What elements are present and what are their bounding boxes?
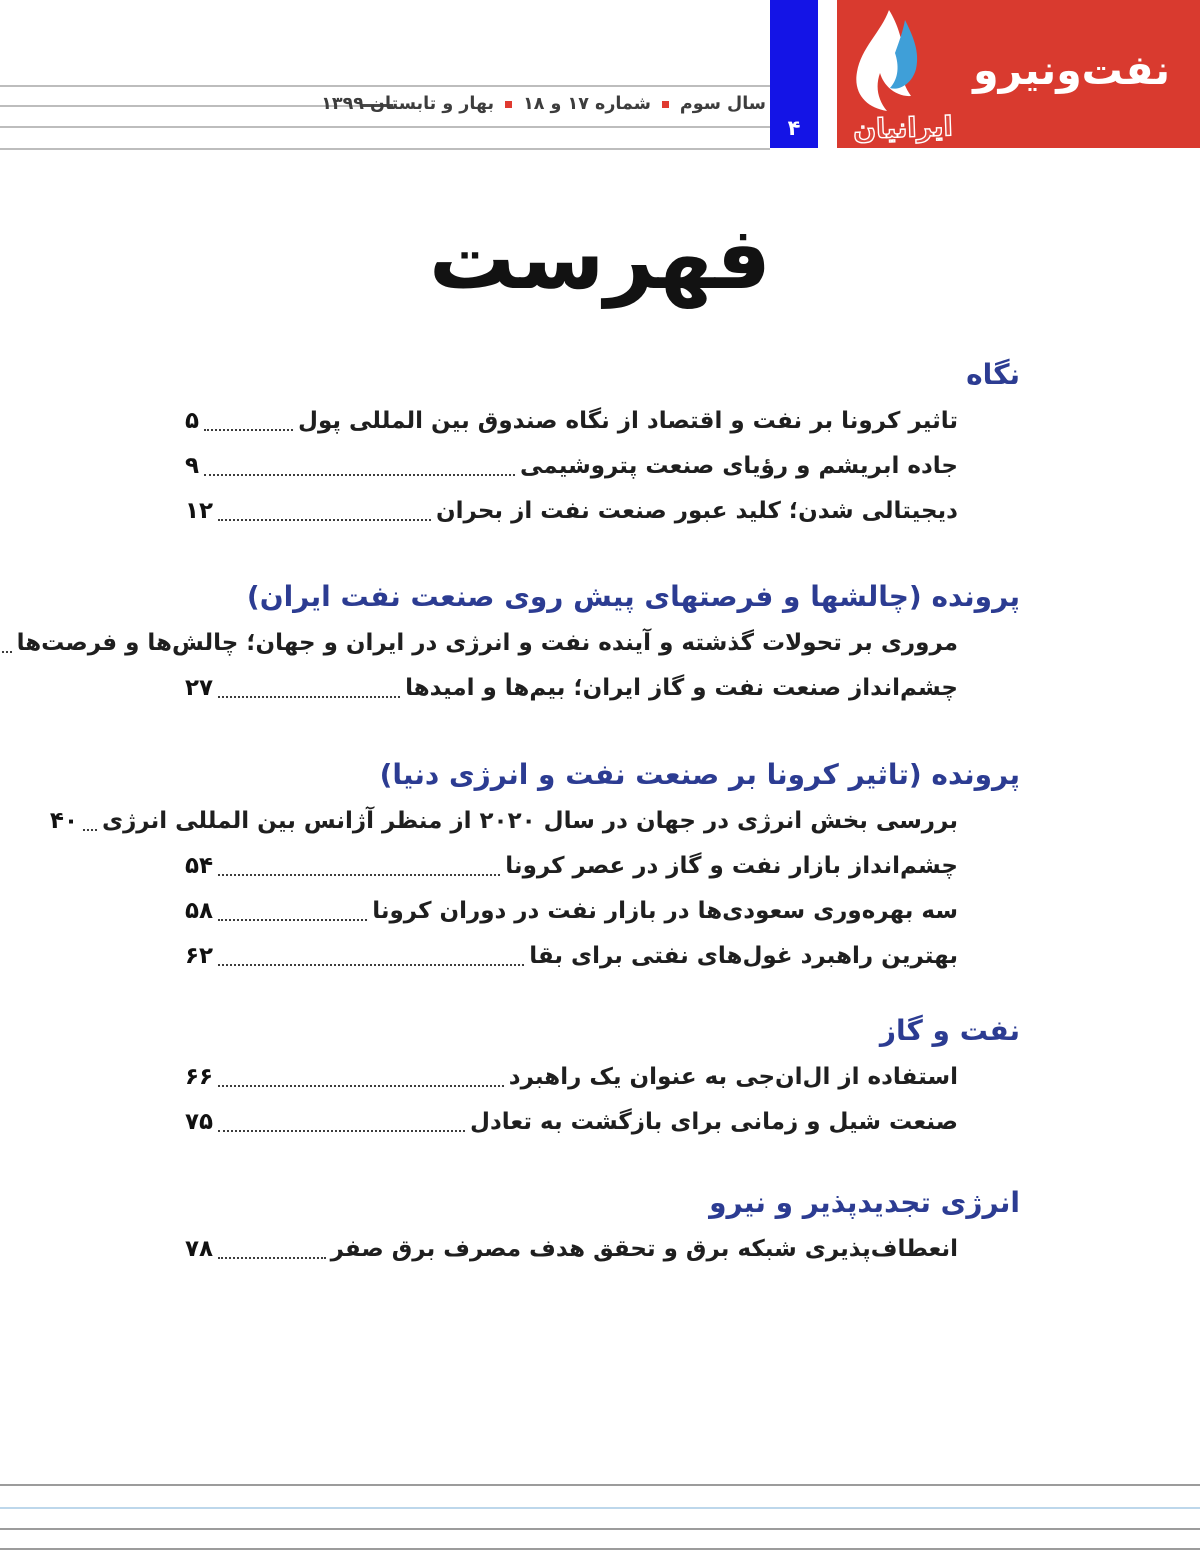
bottom-rule-blue <box>0 1507 1200 1509</box>
entry-title: چشم‌انداز بازار نفت و گاز در عصر کرونا <box>505 852 958 879</box>
toc-section-parvandeh-corona <box>49 752 1020 978</box>
entry-title: سه بهره‌وری سعودی‌ها در بازار نفت در دوران کرونا <box>372 897 958 924</box>
brand-banner <box>837 0 1200 148</box>
toc-entry[interactable] <box>49 798 1020 843</box>
entry-page-number: ۵۴ <box>185 852 214 879</box>
entry-page-number: ۵۸ <box>185 897 214 924</box>
dot-leader <box>218 696 400 698</box>
toc-entry[interactable] <box>185 1054 1020 1099</box>
dot-leader <box>83 829 97 831</box>
section-heading: پرونده (چالشها و فرصتهای پیش روی صنعت نفت ایران) <box>246 580 1020 613</box>
top-rule-3 <box>0 126 770 128</box>
bottom-rule-1 <box>0 1484 1200 1486</box>
page-number-tab <box>770 0 818 148</box>
issue-number: شماره ۱۷ و ۱۸ <box>523 94 651 114</box>
section-heading: نفت و گاز <box>879 1014 1020 1047</box>
bottom-rule-2 <box>0 1528 1200 1530</box>
dot-leader <box>218 964 524 966</box>
section-heading: پرونده (تاثیر کرونا بر صنعت نفت و انرژی دنیا) <box>379 758 1020 791</box>
entry-title: بهترین راهبرد غول‌های نفتی برای بقا <box>529 942 958 969</box>
entry-page-number: ۲۷ <box>185 674 214 701</box>
flame-icon <box>847 8 943 112</box>
toc-entry[interactable] <box>185 443 1020 488</box>
issue-season: بهار و تابستان ۱۳۹۹ <box>321 94 495 114</box>
top-rule-2 <box>0 105 360 107</box>
entry-page-number: ۷۵ <box>185 1108 214 1135</box>
toc-section-negah <box>185 352 1020 533</box>
dot-leader <box>218 1085 504 1087</box>
entry-title: چشم‌انداز صنعت نفت و گاز ایران؛ بیم‌ها و امیدها <box>405 674 958 701</box>
toc-entry[interactable] <box>185 843 1020 888</box>
dot-leader <box>204 429 293 431</box>
toc-entry[interactable] <box>185 888 1020 933</box>
entry-page-number: ۴۰ <box>49 807 78 834</box>
entry-page-number: ۶۲ <box>185 942 214 969</box>
entry-title: دیجیتالی شدن؛ کلید عبور صنعت نفت از بحران <box>436 497 958 524</box>
toc-section-energy-niroo <box>185 1180 1020 1271</box>
entry-title: جاده ابریشم و رؤیای صنعت پتروشیمی <box>520 452 958 479</box>
entry-title: مروری بر تحولات گذشته و آینده نفت و انرژی در ایران و جهان؛ چالش‌ها و فرصت‌ها <box>16 629 958 656</box>
top-rule-4 <box>0 148 770 150</box>
section-heading: نگاه <box>966 358 1020 391</box>
toc-entry[interactable] <box>185 1226 1020 1271</box>
dot-leader <box>218 1130 465 1132</box>
toc-entry[interactable] <box>185 665 1020 710</box>
toc-entry[interactable] <box>185 488 1020 533</box>
bottom-rule-3 <box>0 1548 1200 1550</box>
bullet-icon <box>505 101 512 108</box>
brand-title: نفت‌ونیرو <box>973 46 1170 94</box>
entry-page-number: ۹ <box>185 452 200 479</box>
issue-year: سال سوم <box>679 94 766 114</box>
dot-leader <box>218 874 500 876</box>
toc-entry[interactable] <box>185 933 1020 978</box>
dot-leader <box>218 919 367 921</box>
entry-title: استفاده از ال‌ان‌جی به عنوان یک راهبرد <box>508 1063 958 1090</box>
page-title: فهرست <box>428 209 772 309</box>
toc-entry[interactable] <box>16 620 1020 665</box>
entry-title: تاثیر کرونا بر نفت و اقتصاد از نگاه صندوق بین المللی پول <box>298 407 958 434</box>
issue-meta-line <box>319 86 768 122</box>
entry-title: صنعت شیل و زمانی برای بازگشت به تعادل <box>470 1108 958 1135</box>
toc-entry[interactable] <box>185 398 1020 443</box>
entry-page-number: ۵ <box>185 407 200 434</box>
toc-entry[interactable] <box>185 1099 1020 1144</box>
toc-section-parvandeh-iran <box>16 574 1020 710</box>
entry-page-number: ۷۸ <box>185 1235 214 1262</box>
brand-subtitle: ایرانیان <box>852 111 954 146</box>
entry-page-number: ۶۶ <box>185 1063 214 1090</box>
toc-section-naft-gaz <box>185 1008 1020 1144</box>
entry-page-number: ۱۲ <box>185 497 214 524</box>
section-heading: انرژی تجدیدپذیر و نیرو <box>709 1186 1020 1219</box>
entry-title: انعطاف‌پذیری شبکه برق و تحقق هدف مصرف برق صفر <box>330 1235 958 1262</box>
dot-leader <box>204 474 515 476</box>
bullet-icon <box>662 101 669 108</box>
page-number: ۴ <box>787 116 801 140</box>
dot-leader <box>0 651 12 653</box>
dot-leader <box>218 519 431 521</box>
dot-leader <box>218 1257 326 1259</box>
entry-title: بررسی بخش انرژی در جهان در سال ۲۰۲۰ از منظر آژانس بین المللی انرژی <box>101 807 958 834</box>
